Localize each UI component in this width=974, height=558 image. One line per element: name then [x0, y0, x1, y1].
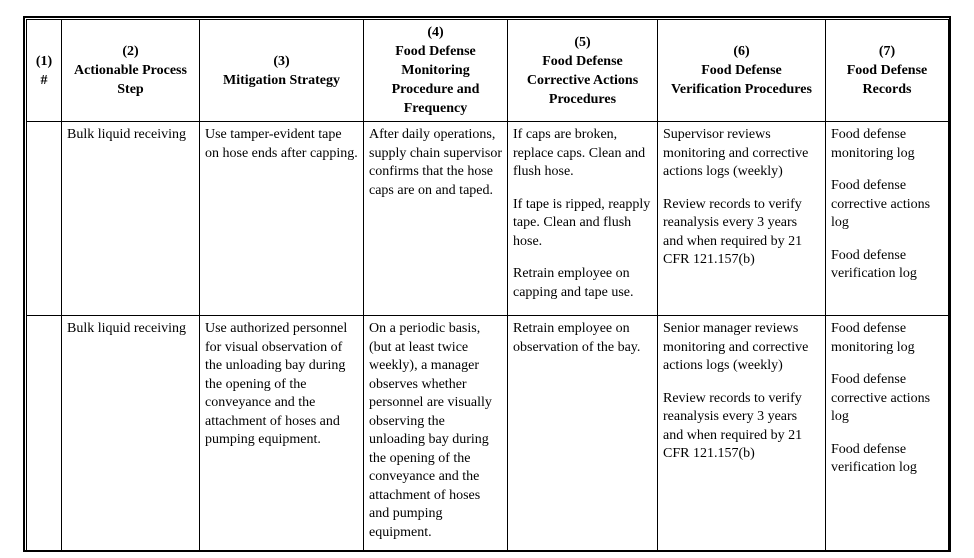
verification-cell [658, 122, 826, 316]
monitoring-cell: On a periodic basis, (but at least twice weekly), a manager observes whether personnel are visually observing the unloading bay during the opening of the conveyance and the attachment of hoses and pumping equipment. [364, 316, 508, 552]
record-paragraph: Food defense corrective actions log [831, 372, 931, 424]
records-cell [826, 122, 949, 316]
mitigation-strategy-cell: Use tamper-evident tape on hose ends after capping. [200, 122, 364, 316]
column-number-label: (7) [878, 44, 896, 59]
column-header-records [826, 20, 949, 122]
record-paragraph: Food defense monitoring log [831, 127, 915, 161]
column-number-label: (3) [273, 53, 290, 69]
column-header-process-step [62, 20, 200, 122]
column-title-line: Step [117, 82, 144, 97]
verification-paragraph: Supervisor reviews monitoring and corrective actions logs (weekly) [663, 127, 809, 179]
table-row [27, 316, 949, 552]
column-title-line: Actionable Process [74, 63, 187, 78]
column-header-monitoring [364, 20, 508, 122]
corrective-action-paragraph: Retrain employee on capping and tape use. [513, 266, 634, 300]
column-title-line: Verification Procedures [671, 82, 812, 97]
column-title-line: Procedures [548, 91, 617, 107]
column-number-label: (1) [35, 53, 53, 69]
record-paragraph: Food defense verification log [831, 441, 917, 475]
verification-paragraph: Senior manager reviews monitoring and corrective actions logs (weekly) [663, 321, 809, 373]
column-title-line: Mitigation Strategy [222, 72, 341, 88]
column-title-line: Procedure and [391, 82, 480, 97]
corrective-action-paragraph: Retrain employee on observation of the bay. [513, 321, 641, 355]
column-title-line: Monitoring [401, 63, 470, 78]
food-defense-plan-table [26, 19, 949, 552]
column-number-label: (4) [427, 25, 444, 40]
row-number-cell [27, 316, 62, 552]
column-title-line: Frequency [403, 101, 468, 116]
table-row [27, 122, 949, 316]
record-paragraph: Food defense corrective actions log [831, 178, 931, 230]
process-step-cell: Bulk liquid receiving [62, 316, 200, 552]
corrective-action-paragraph: If caps are broken, replace caps. Clean and flush hose. [513, 127, 646, 179]
column-number-label: (5) [574, 34, 591, 50]
column-header-verification [658, 20, 826, 122]
column-title-line: Food Defense [542, 53, 623, 69]
mitigation-strategy-cell: Use authorized personnel for visual observation of the unloading bay during the opening of the conveyance and the attachment of hoses and pumping equipment. [200, 316, 364, 552]
header-row [27, 20, 949, 122]
verification-cell [658, 316, 826, 552]
corrective-actions-cell [508, 316, 658, 552]
column-title-line: Food Defense [701, 63, 782, 78]
column-title-line: Records [862, 82, 912, 97]
record-paragraph: Food defense verification log [831, 247, 917, 281]
column-title-line: Food Defense [395, 44, 476, 59]
process-step-cell: Bulk liquid receiving [62, 122, 200, 316]
record-paragraph: Food defense monitoring log [831, 321, 915, 355]
column-number-label: (2) [122, 44, 139, 59]
column-title-line: Food Defense [846, 63, 928, 78]
row-number-cell [27, 122, 62, 316]
column-title-line: # [40, 72, 48, 88]
column-title-line: Corrective Actions [526, 72, 639, 88]
column-header-corrective-actions [508, 20, 658, 122]
column-header-mitigation-strategy [200, 20, 364, 122]
column-number-label: (6) [733, 44, 750, 59]
corrective-actions-cell [508, 122, 658, 316]
verification-paragraph: Review records to verify reanalysis every 3 years and when required by 21 CFR 121.157(b) [663, 390, 803, 461]
corrective-action-paragraph: If tape is ripped, reapply tape. Clean and flush hose. [513, 196, 651, 249]
verification-paragraph: Review records to verify reanalysis every 3 years and when required by 21 CFR 121.157(b) [663, 196, 803, 267]
column-header-number [27, 20, 62, 122]
records-cell [826, 316, 949, 552]
monitoring-cell: After daily operations, supply chain supervisor confirms that the hose caps are on and taped. [364, 122, 508, 316]
